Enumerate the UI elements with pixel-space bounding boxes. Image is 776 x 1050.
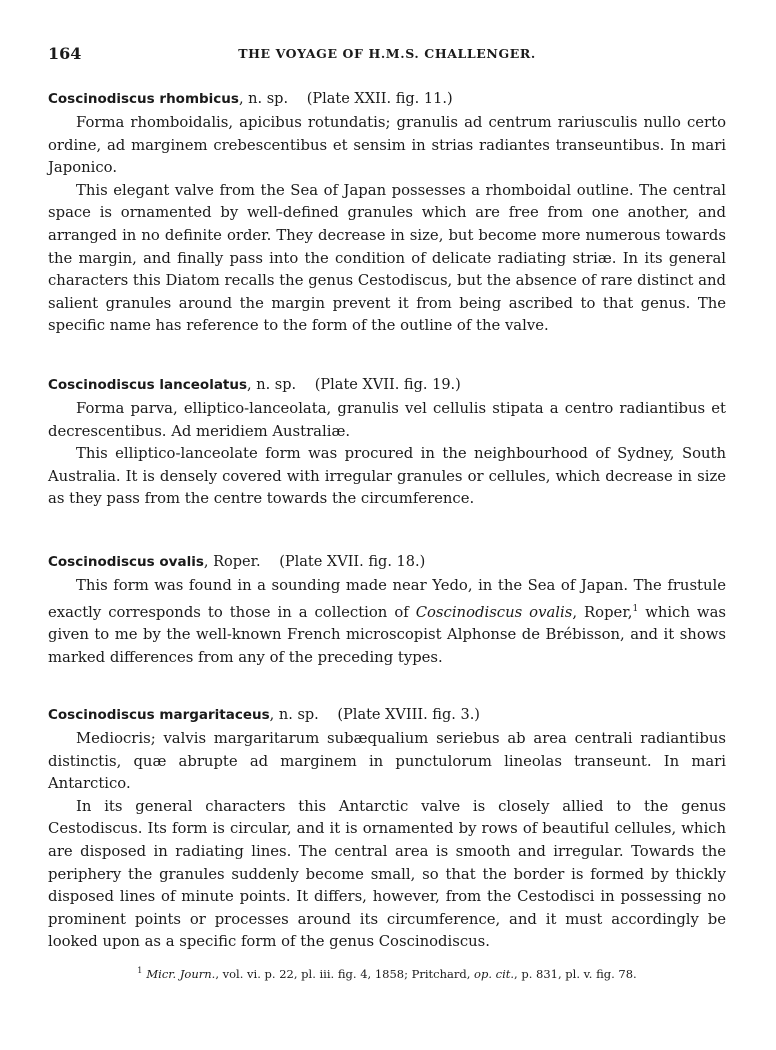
page [48, 0, 726, 1050]
species-heading [48, 704, 726, 726]
species-entry-rhombicus [48, 88, 726, 338]
plate-reference: (Plate XXII. fig. 11.) [306, 91, 453, 107]
plate-reference: (Plate XVII. fig. 19.) [314, 377, 461, 393]
species-entry-lanceolatus [48, 374, 726, 511]
species-name: Coscinodiscus rhombicus [48, 91, 239, 107]
latin-diagnosis: Forma rhomboidalis, apicibus rotundatis; granulis ad centrum rariusculis nullo certo ordine, ad marginem crebescentibus et sensim in strias radiantes transeuntibus. In mari Japonico. [48, 114, 726, 177]
footnote-marker: 1 [632, 603, 639, 614]
plate-reference: (Plate XVIII. fig. 3.) [337, 707, 480, 723]
species-authority: , Roper. [203, 554, 261, 570]
english-description: This elegant valve from the Sea of Japan possesses a rhomboidal outline. The central space is ornamented by well-defined granules which are free from one another, and arranged in no definite order. They decrease in size, but become more numerous towards the margin, and finally pass into the condition of delicate radiating striæ. In its general characters this Diatom recalls the genus Cestodiscus, but the absence of rare distinct and salient granules around the margin prevent it from being ascribed to that genus. The specific name has reference to the form of the outline of the valve. [48, 181, 726, 335]
english-description: This elliptico-lanceolate form was procured in the neighbourhood of Sydney, South Australia. It is densely covered with irregular granules or cellules, which decrease in size as they pass from the centre towards the circumference. [48, 445, 726, 508]
description-text: which was given to me by the well-known French microscopist Alphonse de Brébisson, and it shows marked differences from any of the preceding types. [48, 603, 727, 666]
footnote-details: , vol. vi. p. 22, pl. iii. fig. 4, 1858; Pritchard, [215, 966, 475, 981]
description-text: , Roper, [572, 603, 633, 621]
species-heading [48, 374, 726, 396]
running-title: THE VOYAGE OF H.M.S. CHALLENGER. [238, 46, 536, 61]
footnote [48, 966, 726, 981]
description-text: This form was found in a sounding made near Yedo, in the Sea of Japan. The frustule exactly corresponds to those in a collection of [48, 577, 726, 621]
english-description: In its general characters this Antarctic valve is closely allied to the genus Cestodiscus. Its form is circular, and it is ornamented by rows of beautiful cellules, which are disposed in radiating lines. The central area is smooth and irregular. Towards the periphery the granules suddenly become small, so that the border is formed by thickly disposed lines of minute points. It differs, however, from the Cestodisci in possessing no prominent points or processes around its circumference, and it must accordingly be looked upon as a specific form of the genus Coscinodiscus. [48, 797, 726, 951]
species-italic: Coscinodiscus ovalis [415, 603, 573, 621]
species-name: Coscinodiscus ovalis [48, 554, 204, 570]
species-heading [48, 551, 726, 573]
species-name: Coscinodiscus lanceolatus [48, 377, 248, 393]
species-entry-margaritaceus [48, 704, 726, 954]
species-heading [48, 88, 726, 110]
plate-reference: (Plate XVII. fig. 18.) [279, 554, 426, 570]
species-authority: , n. sp. [238, 91, 289, 107]
footnote-journal: Micr. Journ. [146, 966, 216, 981]
latin-diagnosis: Mediocris; valvis margaritarum subæqualium seriebus ab area centrali radiantibus distinctis, quæ abrupte ad marginem in punctulorum lineolas transeunt. In mari Antarctico. [48, 730, 726, 793]
page-number: 164 [48, 44, 82, 63]
english-description [48, 575, 726, 669]
latin-diagnosis: Forma parva, elliptico-lanceolata, granulis vel cellulis stipata a centro radiantibus et decrescentibus. Ad meridiem Australiæ. [48, 400, 726, 440]
species-authority: , n. sp. [269, 707, 319, 723]
page-header [48, 44, 726, 66]
species-entry-ovalis [48, 551, 726, 669]
footnote-opcit: op. cit. [474, 966, 515, 981]
species-authority: , n. sp. [247, 377, 297, 393]
species-name: Coscinodiscus margaritaceus [48, 707, 270, 723]
footnote-end: , p. 831, pl. v. fig. 78. [514, 966, 637, 981]
footnote-marker: 1 [137, 966, 143, 975]
